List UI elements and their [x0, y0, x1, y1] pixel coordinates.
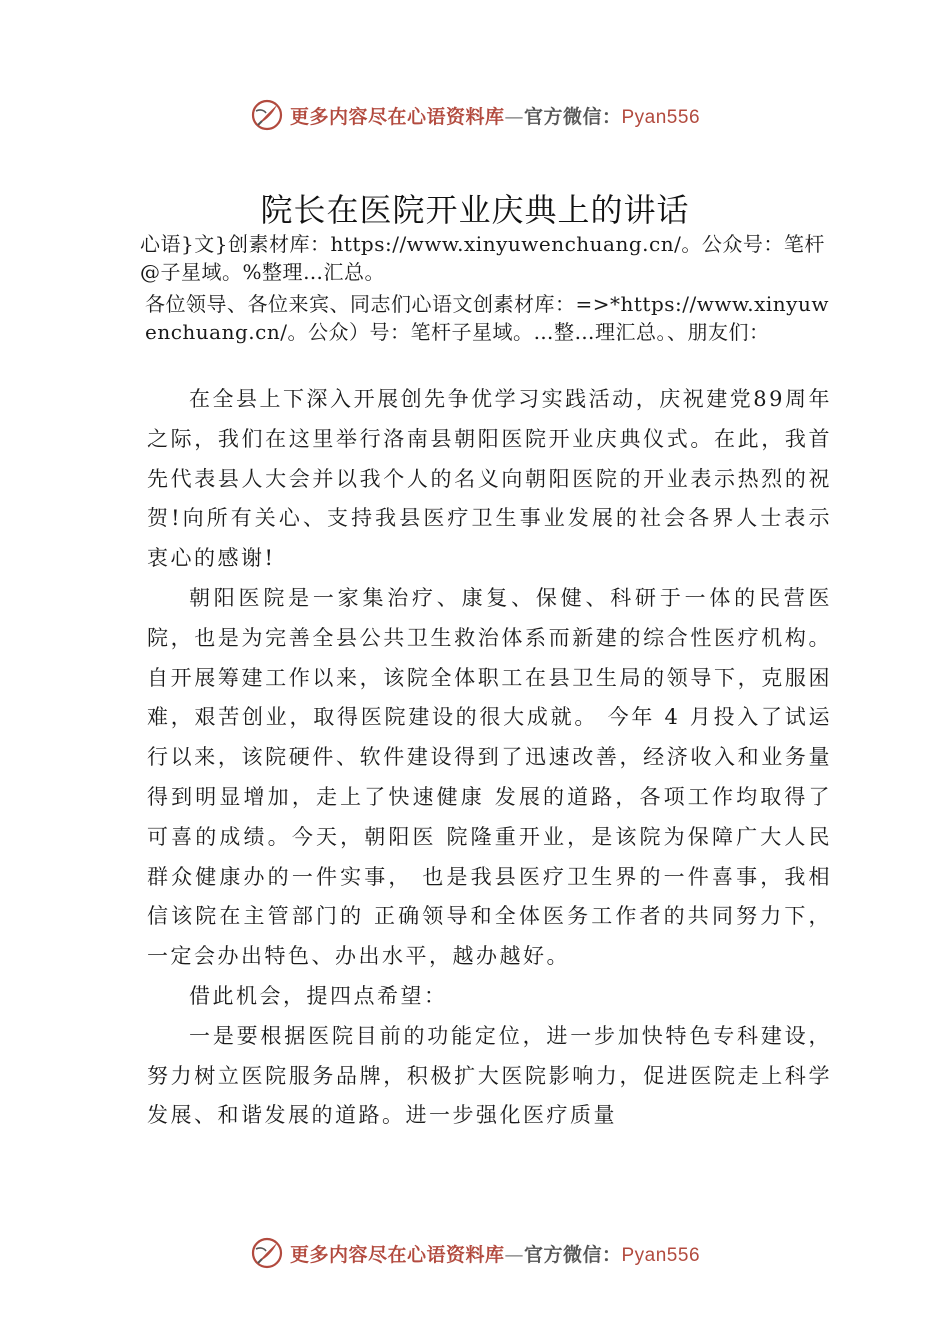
source-note-1: 心语}文}创素材库：https://www.xinyuwenchuang.cn/。公众号：笔杆@子星域。%整理…汇总。: [140, 232, 825, 284]
quill-pen-logo-icon: [250, 1236, 284, 1270]
body-paragraph-2: 朝阳医院是一家集治疗、康复、保健、科研于一体的民营医院，也是为完善全县公共卫生救治体系而新建的综合性医疗机构。自开展筹建工作以来，该院全体职工在县卫生局的领导下，克服困难，艰苦创业，取得医院建设的很大成就。 今年 4 月投入了试运行以来，该院硬件、软件建设得到了迅速改善，经济收入和业务量得到明显增加，走上了快速健康 发展的道路，各项工作均取得了可喜的成绩。今天，朝阳医 院隆重开业，是该院为保障广大人民群众健康办的一件实事， 也是我县医疗卫生界的一件喜事，我相信该院在主管部门的 正确领导和全体医务工作者的共同努力下，一定会办出特色、办出水平，越办越好。: [147, 585, 832, 969]
source-note-2: 各位领导、各位来宾、同志们心语文创素材库：=>*https://www.xinyuwenchuang.cn/。公众）号：笔杆子星域。…整…理汇总。、朋友们：: [145, 292, 829, 344]
quill-pen-logo-icon: [250, 98, 284, 132]
body-paragraph-4: 一是要根据医院目前的功能定位，进一步加快特色专科建设，努力树立医院服务品牌，积极扩大医院影响力，促进医院走上科学发展、和谐发展的道路。进一步强化医疗质量: [147, 1023, 832, 1128]
banner-dash: —: [504, 1243, 524, 1266]
banner-dash: —: [504, 105, 524, 128]
banner-wechat-label: 官方微信：: [523, 105, 622, 128]
banner-slogan: 更多内容尽在心语资料库: [289, 105, 505, 128]
document-body: [147, 380, 832, 1136]
footer-banner: [0, 1233, 950, 1273]
banner-text: [290, 102, 700, 129]
banner-wechat-label: 官方微信：: [523, 1243, 622, 1266]
body-paragraph-1: 在全县上下深入开展创先争优学习实践活动，庆祝建党89周年之际，我们在这里举行洛南县朝阳医院开业庆典仪式。在此，我首先代表县人大会并以我个人的名义向朝阳医院的开业表示热烈的祝贺!向所有关心、支持我县医疗卫生事业发展的社会各界人士表示衷心的感谢!: [147, 387, 832, 571]
header-banner: [0, 95, 950, 135]
banner-slogan: 更多内容尽在心语资料库: [289, 1243, 505, 1266]
banner-wechat-id: Pyan556: [621, 106, 701, 128]
body-paragraph-3: 借此机会，提四点希望：: [189, 983, 448, 1008]
banner-text: [290, 1240, 700, 1267]
banner-wechat-id: Pyan556: [621, 1244, 701, 1266]
document-title: 院长在医院开业庆典上的讲话: [260, 191, 690, 229]
